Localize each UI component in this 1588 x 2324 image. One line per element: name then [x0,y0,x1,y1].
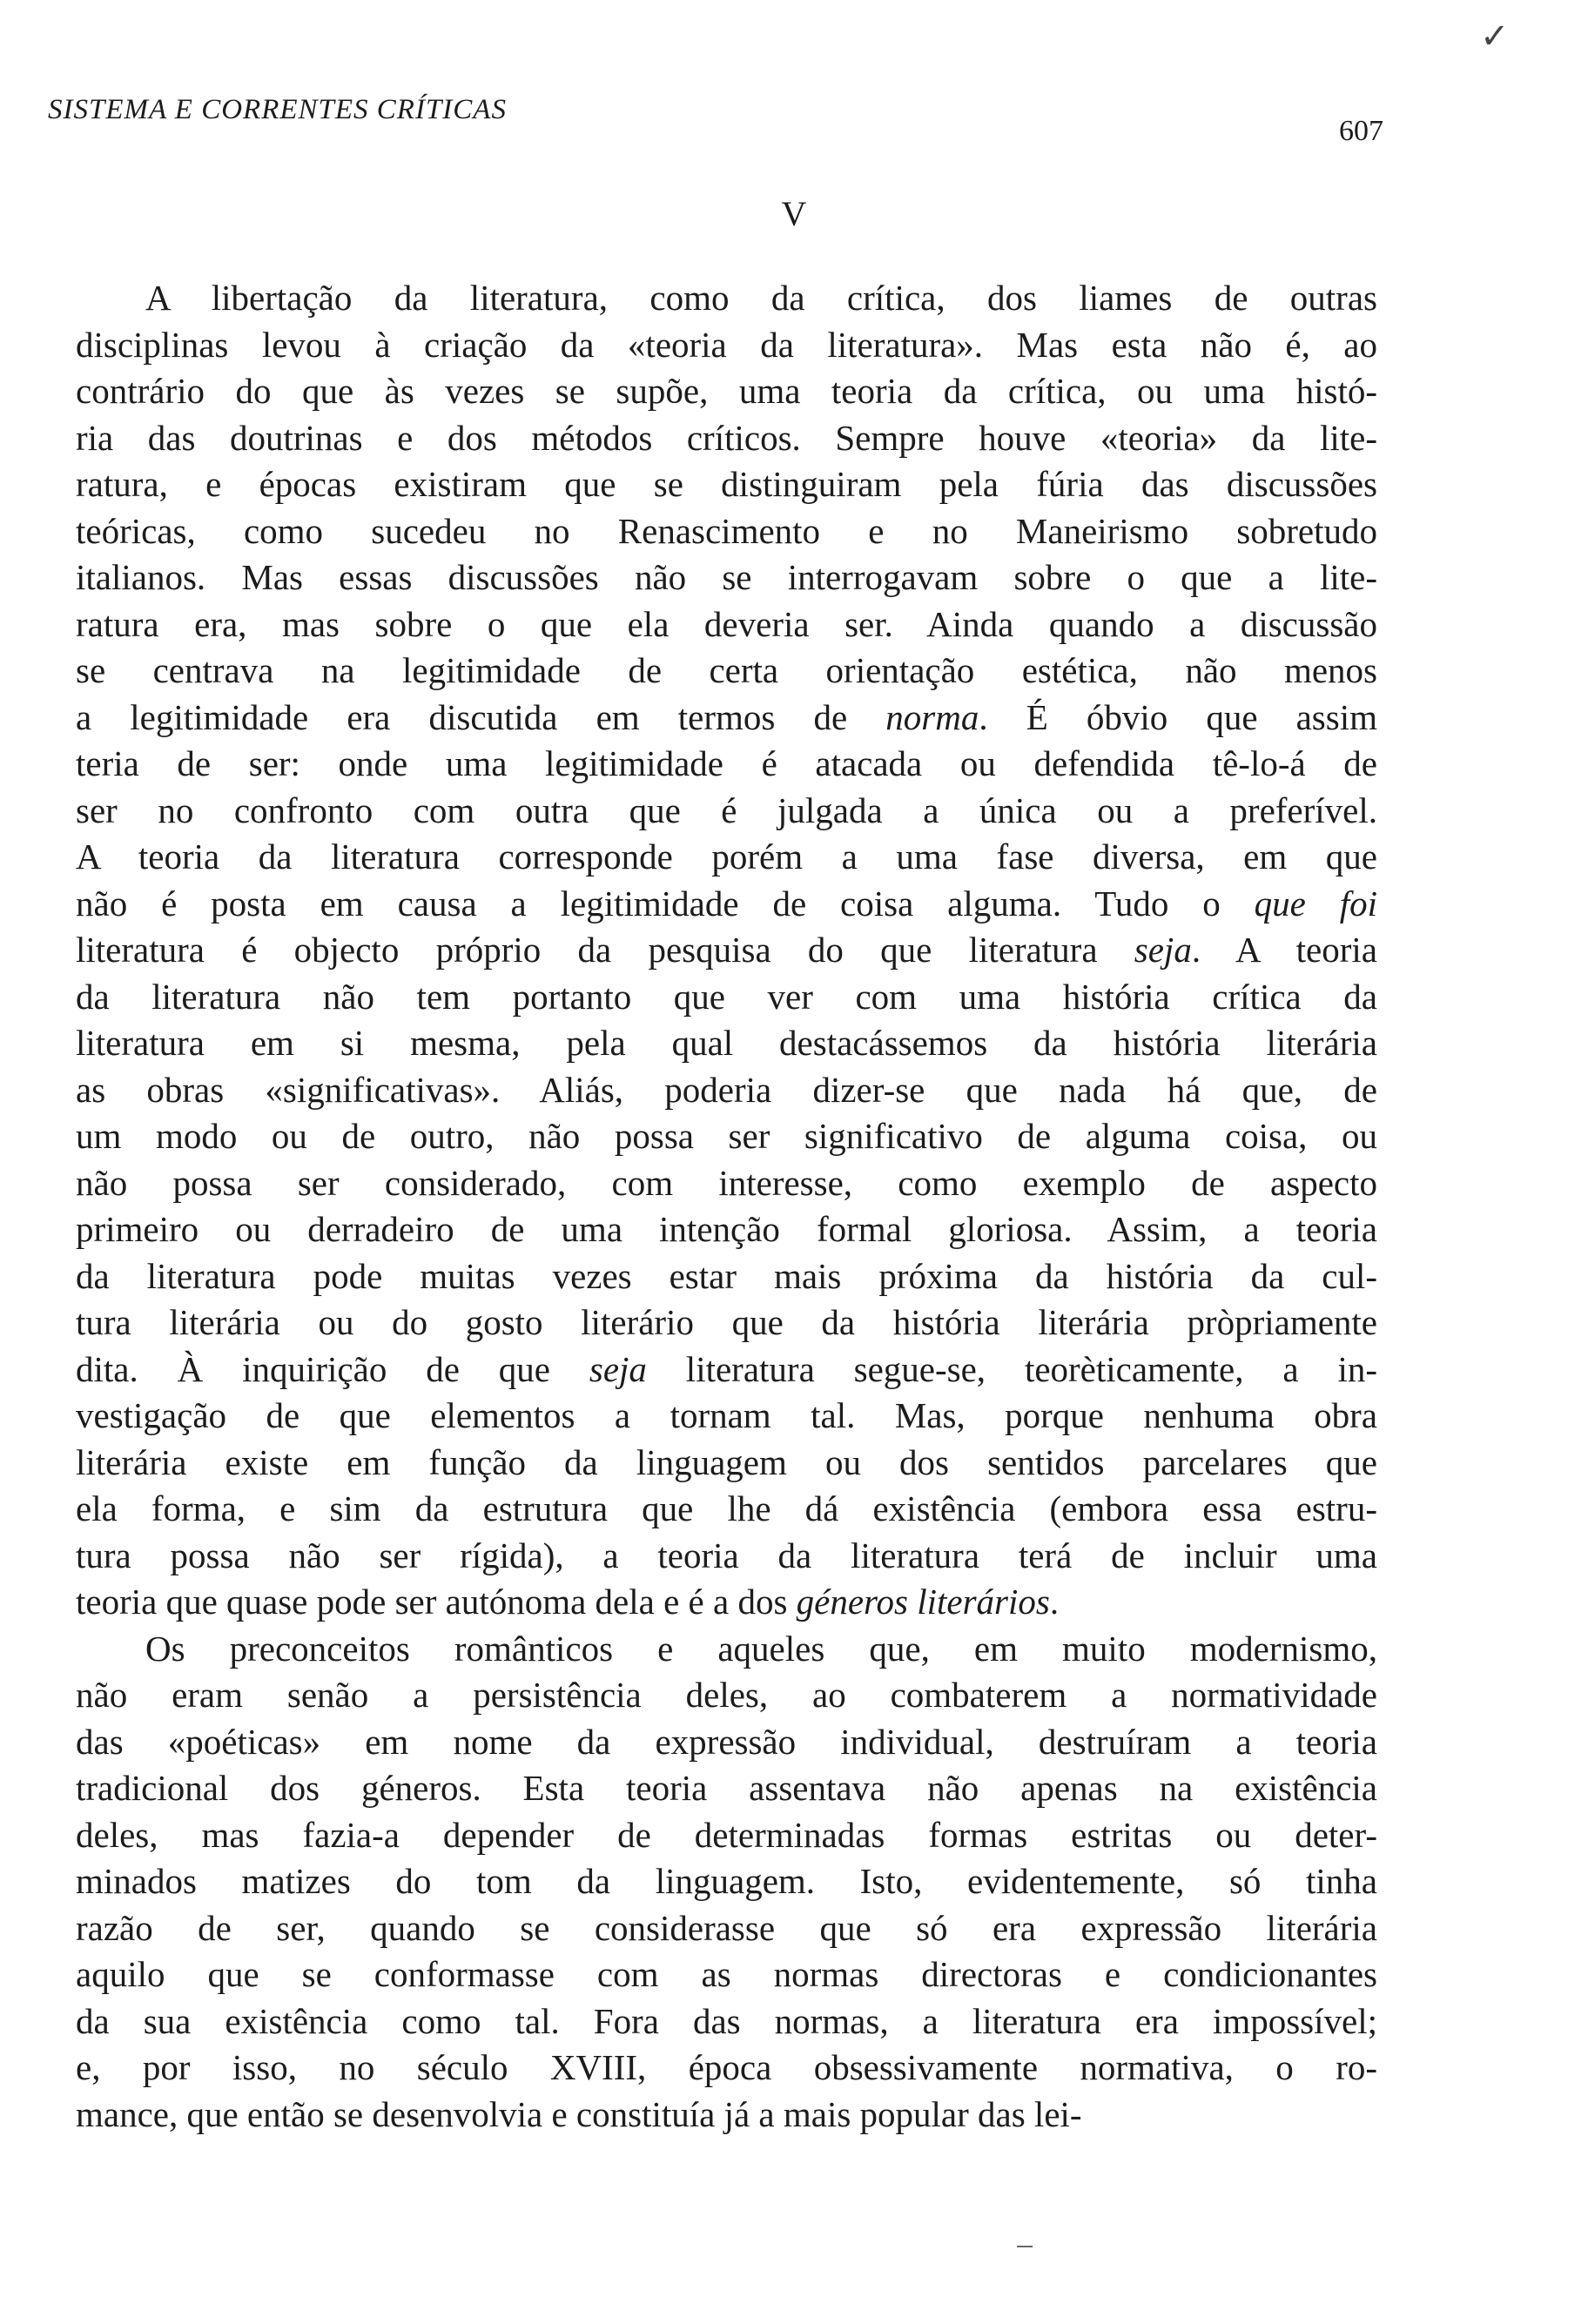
text-line: teria de ser: onde uma legitimidade é atacada ou defendida tê-lo-á de [76,743,1377,783]
text-line: primeiro ou derradeiro de uma intenção formal gloriosa. Assim, a teoria [76,1209,1377,1249]
text-line: literatura em si mesma, pela qual destacássemos da história literária [76,1023,1377,1063]
paragraph [76,275,1377,1626]
text-line: não possa ser considerado, com interesse, como exemplo de aspecto [76,1162,1377,1203]
text-line: não eram senão a persistência deles, ao combaterem a normatividade [76,1675,1377,1715]
text-line: se centrava na legitimidade de certa orientação estética, não menos [76,650,1377,690]
printer-mark [1017,2246,1033,2247]
text-line: disciplinas levou à criação da «teoria da literatura». Mas esta não é, ao [76,324,1377,365]
text-line: vestigação de que elementos a tornam tal. Mas, porque nenhuma obra [76,1395,1377,1435]
text-line: A teoria da literatura corresponde porém a uma fase diversa, em que [76,836,1377,877]
text-line: não é posta em causa a legitimidade de coisa alguma. Tudo o que foi [76,883,1377,924]
text-line: ela forma, e sim da estrutura que lhe dá existência (embora essa estru- [76,1488,1377,1528]
text-line: tura literária ou do gosto literário que da história literária pròpriamente [76,1302,1377,1342]
text-line: tura possa não ser rígida), a teoria da literatura terá de incluir uma [76,1535,1377,1575]
text-line: dita. À inquirição de que seja literatura segue-se, teorèticamente, a in- [76,1348,1377,1389]
text-line: deles, mas fazia-a depender de determinadas formas estritas ou deter- [76,1814,1377,1855]
text-line: teoria que quase pode ser autónoma dela e é a dos géneros literários. [76,1582,1060,1622]
text-line: tradicional dos géneros. Esta teoria assentava não apenas na existência [76,1768,1377,1808]
text-line: Os preconceitos românticos e aqueles que, em muito modernismo, [145,1628,1377,1669]
text-line: literatura é objecto próprio da pesquisa do que literatura seja. A teoria [76,930,1377,970]
text-line: ria das doutrinas e dos métodos críticos. Sempre houve «teoria» da lite- [76,417,1377,458]
text-line: da literatura não tem portanto que ver com uma história crítica da [76,976,1377,1017]
text-line: literária existe em função da linguagem ou dos sentidos parcelares que [76,1441,1377,1482]
page-number: 607 [1339,115,1383,147]
text-line: razão de ser, quando se considerasse que só era expressão literária [76,1907,1377,1948]
margin-check-mark: ✓ [1480,17,1510,56]
text-line: as obras «significativas». Aliás, poderia dizer-se que nada há que, de [76,1069,1377,1110]
text-line: A libertação da literatura, como da crítica, dos liames de outras [145,278,1377,318]
text-line: da sua existência como tal. Fora das normas, a literatura era impossível; [76,2000,1377,2041]
text-line: teóricas, como sucedeu no Renascimento e no Maneirismo sobretudo [76,510,1377,551]
text-line: um modo ou de outro, não possa ser significativo de alguma coisa, ou [76,1116,1377,1156]
text-line: minados matizes do tom da linguagem. Isto, evidentemente, só tinha [76,1861,1377,1901]
section-heading: V [781,194,807,233]
text-line: ratura era, mas sobre o que ela deveria ser. Ainda quando a discussão [76,603,1377,644]
text-line: ser no confronto com outra que é julgada a única ou a preferível. [76,789,1377,830]
text-line: e, por isso, no século XVIII, época obsessivamente normativa, o ro- [76,2047,1377,2087]
paragraph [76,1626,1377,2139]
text-line: da literatura pode muitas vezes estar mais próxima da história da cul- [76,1255,1377,1296]
body-text [76,275,1377,2138]
text-line: contrário do que às vezes se supõe, uma teoria da crítica, ou uma histó- [76,371,1377,411]
text-line: a legitimidade era discutida em termos de norma. É óbvio que assim [76,696,1377,737]
text-line: mance, que então se desenvolvia e constituía já a mais popular das lei- [76,2093,1082,2134]
text-line: aquilo que se conformasse com as normas directoras e condicionantes [76,1954,1377,1994]
text-line: italianos. Mas essas discussões não se interrogavam sobre o que a lite- [76,557,1377,597]
text-line: das «poéticas» em nome da expressão individual, destruíram a teoria [76,1721,1377,1762]
running-head: SISTEMA E CORRENTES CRÍTICAS [48,94,507,125]
text-line: ratura, e épocas existiram que se distinguiram pela fúria das discussões [76,464,1377,504]
